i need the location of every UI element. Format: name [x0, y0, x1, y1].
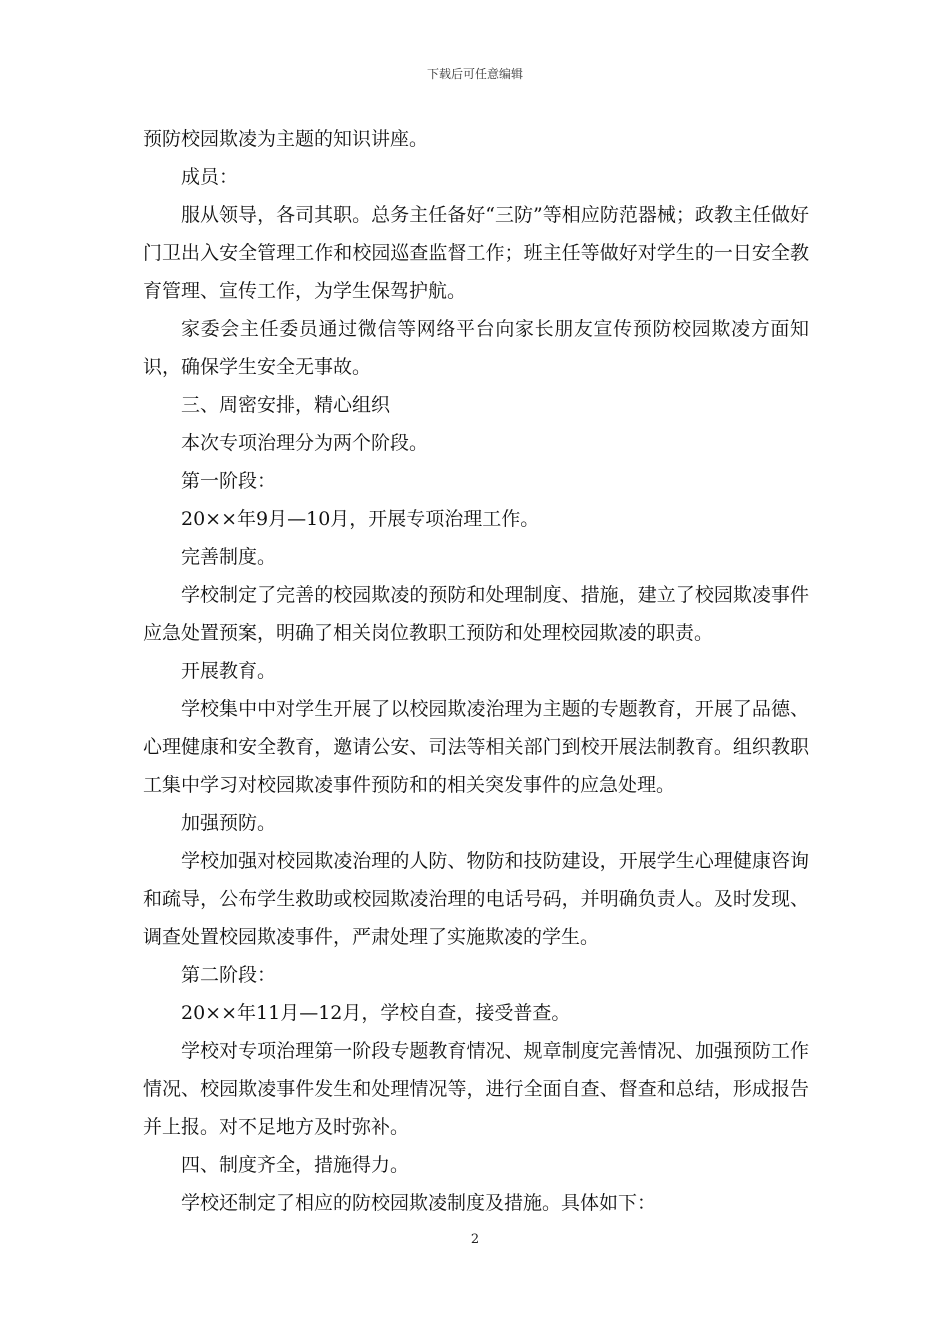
subheading-education: 开展教育。 — [181, 660, 277, 682]
section-heading-4: 四、制度齐全，措施得力。 — [181, 1154, 410, 1176]
page-header: 下载后可任意编辑 — [426, 67, 523, 81]
subheading-prevention: 加强预防。 — [181, 812, 277, 834]
paragraph-parent-committee: 家委会主任委员通过微信等网络平台向家长朋友宣传预防校园欺凌方面知识，确保学生安全无事故。 — [143, 318, 809, 378]
paragraph-education: 学校集中中对学生开展了以校园欺凌治理为主题的专题教育，开展了品德、心理健康和安全教育，邀请公安、司法等相关部门到校开展法制教育。组织教职工集中学习对校园欺凌事件预防和的相关突发事件的应急处理。 — [143, 698, 809, 796]
paragraph-improve-system: 学校制定了完善的校园欺凌的预防和处理制度、措施，建立了校园欺凌事件应急处置预案，明确了相关岗位教职工预防和处理校园欺凌的职责。 — [143, 584, 809, 644]
paragraph-lecture-continuation: 预防校园欺凌为主题的知识讲座。 — [143, 128, 429, 150]
paragraph-measures-intro: 学校还制定了相应的防校园欺凌制度及措施。具体如下： — [181, 1192, 657, 1214]
paragraph-prevention: 学校加强对校园欺凌治理的人防、物防和技防建设，开展学生心理健康咨询和疏导，公布学生救助或校园欺凌治理的电话号码，并明确负责人。及时发现、调查处置校园欺凌事件，严肃处理了实施欺凌的学生。 — [143, 850, 809, 948]
paragraph-two-stages: 本次专项治理分为两个阶段。 — [181, 432, 429, 454]
stage-one-period: 20××年9月—10月，开展专项治理工作。 — [181, 508, 540, 530]
subheading-improve-system: 完善制度。 — [181, 546, 277, 568]
section-heading-3: 三、周密安排，精心组织 — [181, 394, 391, 416]
paragraph-duties: 服从领导，各司其职。总务主任备好“三防”等相应防范器械；政教主任做好门卫出入安全管理工作和校园巡查监督工作；班主任等做好对学生的一日安全教育管理、宣传工作，为学生保驾护航。 — [143, 204, 809, 302]
paragraph-self-inspection: 学校对专项治理第一阶段专题教育情况、规章制度完善情况、加强预防工作情况、校园欺凌事件发生和处理情况等，进行全面自查、督查和总结，形成报告并上报。对不足地方及时弥补。 — [143, 1040, 809, 1138]
page-number: 2 — [470, 1232, 480, 1247]
stage-two-period: 20××年11月—12月，学校自查，接受普查。 — [181, 1002, 571, 1024]
paragraph-members-heading: 成员： — [181, 166, 239, 188]
stage-one-heading: 第一阶段： — [181, 470, 277, 492]
document-body — [143, 120, 809, 1222]
stage-two-heading: 第二阶段： — [181, 964, 277, 986]
